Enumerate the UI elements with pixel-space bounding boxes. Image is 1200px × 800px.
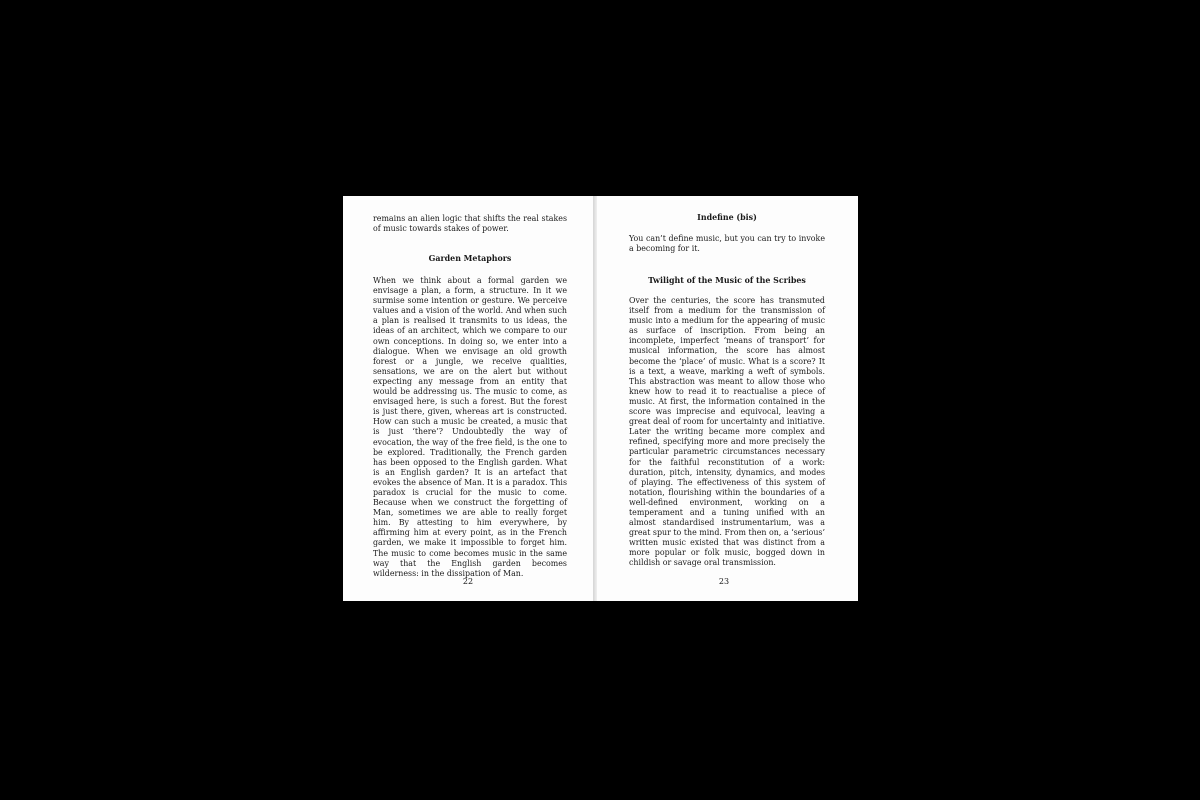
left-page-number: 22 [462, 577, 474, 586]
left-intro-paragraph: remains an alien logic that shifts the real stakes of music towards stakes of power. [373, 214, 567, 234]
indefine-paragraph: You can’t define music, but you can try to invoke a becoming for it. [629, 234, 825, 254]
twilight-heading: Twilight of the Music of the Scribes [648, 276, 806, 285]
indefine-heading: Indefine (bis) [697, 213, 757, 222]
twilight-paragraph: Over the centuries, the score has transmuted itself from a medium for the transmission of music into a medium for the appearing of music as surface of inscription. From being an incomplete, imperfect ‘means of transport’ for musical information, the score has almost become the ‘place’ of music. What is a score? It is a text, a weave, marking a weft of symbols. This abstraction was meant to allow those who knew how to read it to reactualise a piece of music. At first, the information contained in the score was imprecise and equivocal, leaving a great deal of room for uncertainty and initiative. Later the writing became more complex and refined, specifying more and more precisely the particular parametric circumstances necessary for the faithful reconstitution of a work: duration, pitch, intensity, dynamics, and modes of playing. The effectiveness of this system of notation, flourishing within the boundaries of a well-defined environment, working on a temperament and a tuning unified with an almost standardised instrumentarium, was a great spur to the mind. From then on, a ‘serious’ written music existed that was distinct from a more popular or folk music, bogged down in childish or savage oral transmission. [629, 296, 825, 568]
garden-metaphors-paragraph: When we think about a formal garden we envisage a plan, a form, a structure. In it we surmise some intention or gesture. We perceive values and a vision of the world. And when such a plan is realised it transmits to us ideas, the ideas of an architect, which we compare to our own conceptions. In doing so, we enter into a dialogue. When we envisage an old growth forest or a jungle, we receive qualities, sensations, we are on the alert but without expecting any message from an entity that would be addressing us. The music to come, as envisaged here, is such a forest. But the forest is just there, given, whereas art is constructed. How can such a music be created, a music that is just ‘there’? Undoubtedly the way of evocation, the way of the free field, is the one to be explored. Traditionally, the French garden has been opposed to the English garden. What is an English garden? It is an artefact that evokes the absence of Man. It is a paradox. This paradox is crucial for the music to come. Because when we construct the forgetting of Man, sometimes we are able to really forget him. By attesting to him everywhere, by affirming him at every point, as in the French garden, we make it impossible to forget him. The music to come becomes music in the same way that the English garden becomes wilderness: in the dissipation of Man. [373, 276, 567, 578]
right-page-number: 23 [718, 577, 730, 586]
book-spread [343, 196, 858, 601]
left-page [343, 196, 593, 601]
right-page [597, 196, 858, 601]
garden-metaphors-heading: Garden Metaphors [428, 254, 512, 263]
